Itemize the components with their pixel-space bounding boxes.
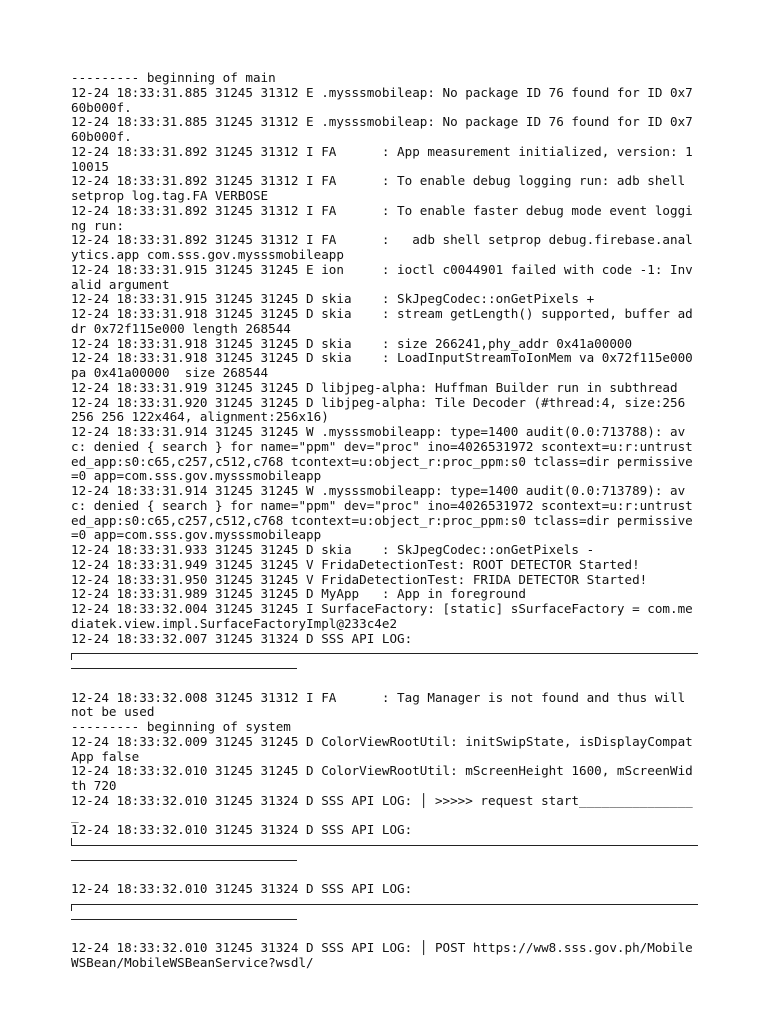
- box-bottom-border: [71, 838, 698, 853]
- log-line: 12-24 18:33:31.914 31245 31245 W .mysssmobileapp: type=1400 audit(0.0:713788): avc: denied { search } for name="ppm" dev="proc" ino=4026531972 scontext=u:r:untrusted_app:s0:c65,c257,c512,c768 tcontext=u:object_r:proc_ppm:s0 tclass=dir permissive=0 app=com.sss.gov.mysssmobileapp: [71, 424, 693, 484]
- log-line: 12-24 18:33:32.010 31245 31324 D SSS API LOG:: [71, 881, 413, 897]
- log-line: 12-24 18:33:32.008 31245 31312 I FA : Tag Manager is not found and thus will not be used: [71, 689, 693, 720]
- box-rule-continuation: [71, 912, 698, 927]
- log-line: 12-24 18:33:32.004 31245 31245 I SurfaceFactory: [static] sSurfaceFactory = com.mediatek.view.impl.SurfaceFactoryImpl@233c4e2: [71, 601, 693, 631]
- log-line: 12-24 18:33:31.989 31245 31245 D MyApp : App in foreground: [71, 586, 526, 602]
- log-line: 12-24 18:33:31.914 31245 31245 W .mysssmobileapp: type=1400 audit(0.0:713789): avc: denied { search } for name="ppm" dev="proc" ino=4026531972 scontext=u:r:untrusted_app:s0:c65,c257,c512,c768 tcontext=u:object_r:proc_ppm:s0 tclass=dir permissive=0 app=com.sss.gov.mysssmobileapp: [71, 483, 693, 543]
- log-line: 12-24 18:33:31.918 31245 31245 D skia : stream getLength() supported, buffer addr 0x72f115e000 length 268544: [71, 306, 693, 336]
- blank-line: [71, 676, 698, 691]
- log-line: --------- beginning of system: [71, 719, 291, 734]
- blank-line: [71, 927, 698, 942]
- log-line: --------- beginning of main: [71, 70, 276, 85]
- log-line: 12-24 18:33:31.949 31245 31245 V FridaDetectionTest: ROOT DETECTOR Started!: [71, 556, 640, 572]
- box-top-border: [71, 646, 698, 661]
- log-line: 12-24 18:33:31.933 31245 31245 D skia : SkJpegCodec::onGetPixels -: [71, 542, 595, 557]
- log-line: 12-24 18:33:32.010 31245 31245 D ColorViewRootUtil: mScreenHeight 1600, mScreenWidth 720: [71, 763, 693, 793]
- log-line: 12-24 18:33:32.010 31245 31324 D SSS API LOG: │ >>>>> request start________________: [71, 792, 693, 823]
- log-line: 12-24 18:33:32.009 31245 31245 D ColorViewRootUtil: initSwipState, isDisplayCompatApp false: [71, 733, 693, 764]
- log-line: 12-24 18:33:32.007 31245 31324 D SSS API LOG:: [71, 630, 413, 646]
- log-line: 12-24 18:33:31.918 31245 31245 D skia : size 266241,phy_addr 0x41a00000: [71, 335, 633, 351]
- log-line: 12-24 18:33:31.892 31245 31312 I FA : App measurement initialized, version: 110015: [71, 143, 693, 174]
- log-line: 12-24 18:33:31.885 31245 31312 E .mysssmobileap: No package ID 76 found for ID 0x760b000f.: [71, 84, 693, 115]
- log-line: 12-24 18:33:31.918 31245 31245 D skia : LoadInputStreamToIonMem va 0x72f115e000 pa 0x41a00000 size 268544: [71, 350, 701, 380]
- log-line: 12-24 18:33:31.920 31245 31245 D libjpeg-alpha: Tile Decoder (#thread:4, size:256 256 256 122x464, alignment:256x16): [71, 394, 693, 425]
- log-line: 12-24 18:33:32.010 31245 31324 D SSS API LOG: │ POST https://ww8.sss.gov.ph/MobileWSBean/MobileWSBeanService?wsdl/: [71, 940, 693, 970]
- log-document: [71, 70, 701, 971]
- log-line: 12-24 18:33:31.892 31245 31312 I FA : To enable debug logging run: adb shell setprop log.tag.FA VERBOSE: [71, 173, 693, 203]
- log-line: 12-24 18:33:31.950 31245 31245 V FridaDetectionTest: FRIDA DETECTOR Started!: [71, 571, 648, 587]
- box-rule-continuation: [71, 661, 698, 676]
- log-line: 12-24 18:33:31.919 31245 31245 D libjpeg-alpha: Huffman Builder run in subthread: [71, 379, 678, 395]
- log-line: 12-24 18:33:31.892 31245 31312 I FA : To enable faster debug mode event logging run:: [71, 202, 693, 233]
- log-line: 12-24 18:33:31.915 31245 31245 E ion : ioctl c0044901 failed with code -1: Invalid argument: [71, 261, 693, 292]
- box-top-border: [71, 897, 698, 912]
- log-line: 12-24 18:33:31.885 31245 31312 E .mysssmobileap: No package ID 76 found for ID 0x760b000f.: [71, 114, 693, 144]
- log-line: 12-24 18:33:31.892 31245 31312 I FA : adb shell setprop debug.firebase.analytics.app com.sss.gov.mysssmobileapp: [71, 232, 693, 262]
- blank-line: [71, 868, 698, 883]
- log-line: 12-24 18:33:31.915 31245 31245 D skia : SkJpegCodec::onGetPixels +: [71, 291, 595, 307]
- log-line: 12-24 18:33:32.010 31245 31324 D SSS API LOG:: [71, 822, 413, 838]
- box-rule-continuation: [71, 853, 698, 868]
